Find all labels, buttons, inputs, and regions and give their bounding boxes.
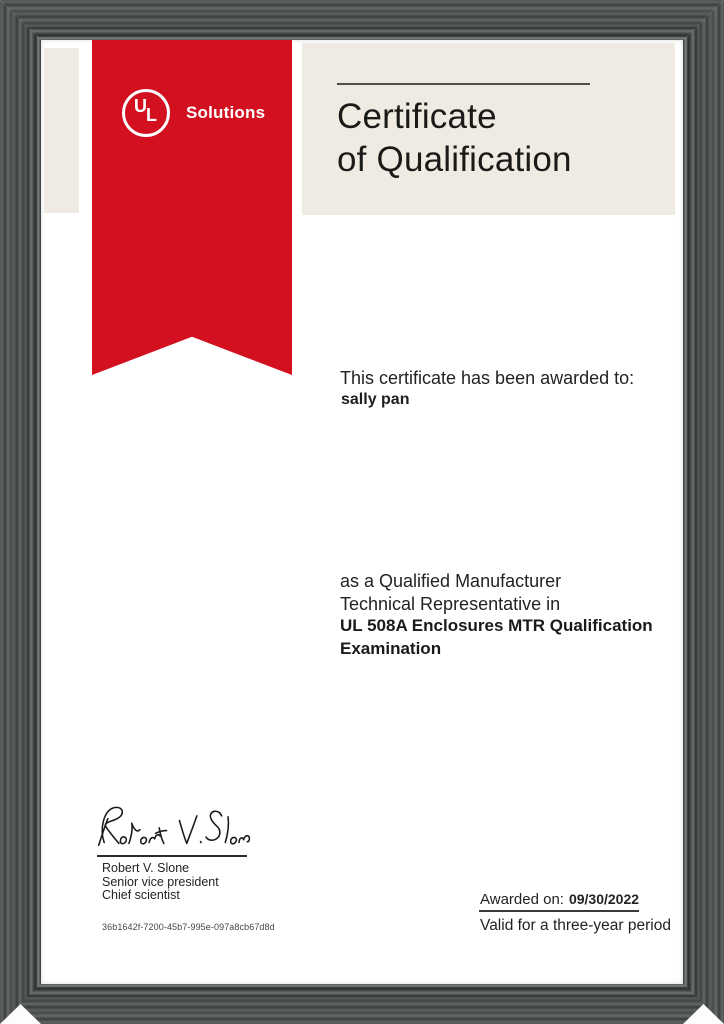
signer-title-line2: Chief scientist — [102, 888, 180, 902]
header-band-left — [44, 48, 79, 213]
qualification-intro-line2: Technical Representative in — [340, 593, 561, 614]
ul-logo-icon — [122, 89, 170, 137]
title-rule — [337, 83, 590, 85]
certificate-title-line2: of Qualification — [337, 140, 572, 179]
validity-note: Valid for a three-year period — [480, 917, 671, 934]
frame-left-molding — [0, 0, 41, 1024]
ul-logo-letter-l: L — [146, 105, 157, 125]
awarded-rule — [479, 910, 639, 912]
signer-block — [102, 862, 219, 903]
frame-top-molding — [0, 0, 724, 40]
certificate-title-line1: Certificate — [337, 97, 497, 136]
signature-rule — [97, 855, 247, 857]
qualification-intro-line1: as a Qualified Manufacturer — [340, 571, 562, 591]
brand-suffix-label: Solutions — [186, 103, 266, 122]
recipient-name: sally pan — [341, 391, 410, 408]
red-ribbon — [92, 40, 292, 375]
certificate-id: 36b1642f-7200-45b7-995e-097a8cb67d8d — [102, 922, 275, 932]
frame-bottom-molding — [0, 984, 724, 1024]
certificate-paper — [41, 40, 683, 984]
qualification-name-line1: UL 508A Enclosures MTR Qualification — [340, 616, 653, 635]
awarded-intro-text: This certificate has been awarded to: — [340, 368, 635, 388]
qualification-name-line2: Examination — [340, 638, 442, 658]
signer-name: Robert V. Slone — [102, 861, 190, 875]
awarded-date: 09/30/2022 — [568, 891, 640, 907]
awarded-on-label: Awarded on: — [480, 891, 564, 908]
ul-logo-letter-u: U — [134, 96, 147, 116]
frame-right-molding — [683, 0, 724, 1024]
signer-title-line1: Senior vice president — [102, 874, 219, 889]
certificate-title — [337, 95, 572, 181]
qualification-block — [340, 570, 653, 660]
signature-handwriting — [95, 800, 251, 852]
awarded-on-row — [480, 891, 639, 908]
